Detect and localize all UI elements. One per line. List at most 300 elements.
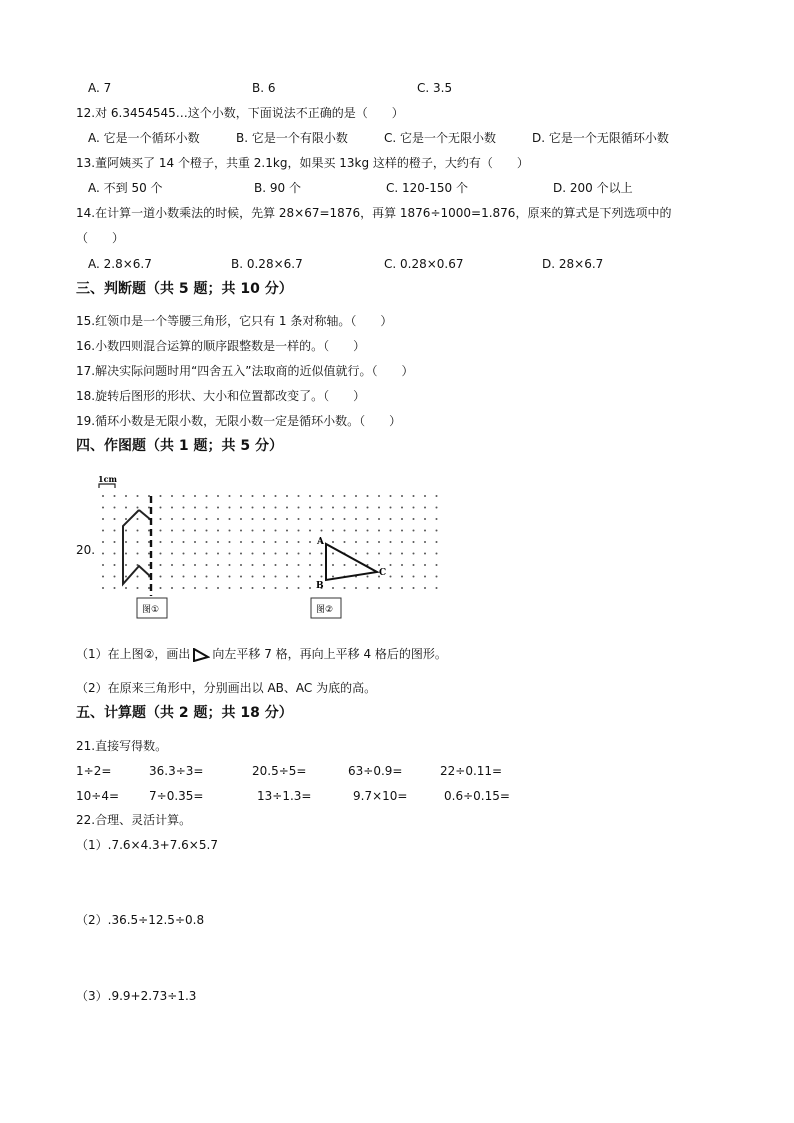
grid-dot [355,553,357,555]
q20-sub1-after: 向左平移 7 格，再向上平移 4 格后的图形。 [212,647,447,661]
grid-dot [102,495,104,497]
point-b-label: B [316,581,324,591]
q14-option-b: B. 0.28×6.7 [231,257,303,271]
grid-dot [378,553,380,555]
grid-dot [148,495,150,497]
grid-dot [344,530,346,532]
grid-dot [424,518,426,520]
calc-r2-c2: 7÷0.35= [149,789,204,803]
q20-sub2: （2）在原来三角形中，分别画出以 AB、AC 为底的高。 [76,681,377,695]
grid-dot [137,541,139,543]
grid-dot [240,553,242,555]
grid-dot [286,495,288,497]
grid-dot [148,507,150,509]
grid-dot [275,495,277,497]
grid-dot [240,507,242,509]
grid-dot [355,587,357,589]
grid-dot [114,530,116,532]
grid-dot [229,518,231,520]
grid-dot [298,530,300,532]
grid-dot [148,541,150,543]
grid-dot [148,553,150,555]
grid-dot [217,576,219,578]
grid-dot [390,518,392,520]
grid-dot [252,576,254,578]
grid-dot [194,553,196,555]
figure1-label: 图① [142,605,160,615]
grid-dot [229,507,231,509]
grid-dot [171,576,173,578]
grid-dot [286,587,288,589]
grid-dot [378,541,380,543]
q22-sub3: （3）.9.9+2.73÷1.3 [76,989,197,1003]
grid-dot [401,541,403,543]
grid-dot [367,576,369,578]
section4-title: 四、作图题（共 1 题；共 5 分） [76,438,283,454]
grid-dot [263,530,265,532]
grid-dot [309,576,311,578]
scale-bracket [99,484,115,488]
grid-dot [298,576,300,578]
grid-dot [309,518,311,520]
q13-option-a: A. 不到 50 个 [88,181,163,195]
grid-dot [321,564,323,566]
grid-dot [401,576,403,578]
grid-dot [436,587,438,589]
grid-dot [206,564,208,566]
grid-dot [160,553,162,555]
grid-dot [148,564,150,566]
calc-r2-c5: 0.6÷0.15= [444,789,510,803]
grid-dot [171,530,173,532]
grid-dot [160,518,162,520]
grid-dot [148,530,150,532]
grid-dot [401,530,403,532]
q14-blank: （ ） [76,231,125,245]
grid-dot [275,541,277,543]
grid-dot [401,518,403,520]
grid-dot [390,564,392,566]
grid-dot [332,576,334,578]
grid-dot [436,507,438,509]
grid-dot [436,576,438,578]
q12-option-d: D. 它是一个无限循环小数 [532,131,669,145]
grid-dot [160,564,162,566]
grid-dot [160,507,162,509]
grid-dot [137,530,139,532]
grid-dot [183,518,185,520]
grid-dot [263,576,265,578]
grid-dot [355,564,357,566]
grid-dot [114,576,116,578]
grid-dot [229,530,231,532]
grid-dot [286,518,288,520]
calc-r2-c1: 10÷4= [76,789,120,803]
grid-dot [240,530,242,532]
calc-r1-c4: 63÷0.9= [348,764,403,778]
grid-dot [275,576,277,578]
grid-dot [229,541,231,543]
q20-sub1-before: （1）在上图②，画出 [76,647,191,661]
grid-dot [194,507,196,509]
q17-item: 17.解决实际问题时用“四舍五入”法取商的近似值就行。（ ） [76,364,414,378]
grid-dot [102,587,104,589]
grid-dot [252,564,254,566]
grid-dot [183,553,185,555]
grid-dot [436,530,438,532]
grid-dot [275,507,277,509]
grid-dot [137,495,139,497]
grid-dot [217,553,219,555]
grid-dot [378,518,380,520]
grid-dot [378,530,380,532]
grid-dot [125,587,127,589]
q16-item: 16.小数四则混合运算的顺序跟整数是一样的。（ ） [76,339,366,353]
grid-dot [378,587,380,589]
figure1-shape [123,510,151,584]
grid-dot [194,495,196,497]
grid-dot [194,518,196,520]
grid-dot [309,541,311,543]
grid-dot [298,564,300,566]
grid-dot [390,553,392,555]
grid-dot [367,553,369,555]
grid-dot [390,541,392,543]
grid-dot [252,587,254,589]
grid-dot [424,507,426,509]
grid-dot [217,495,219,497]
grid-dot [206,553,208,555]
grid-dot [263,564,265,566]
grid-dot [171,564,173,566]
grid-dot [286,553,288,555]
grid-dot [125,530,127,532]
grid-dot [183,541,185,543]
grid-dot [401,495,403,497]
grid-dot [321,518,323,520]
grid-dot [194,564,196,566]
grid-dot [424,587,426,589]
grid-dot [137,518,139,520]
grid-dot [206,576,208,578]
grid-dot [125,564,127,566]
grid-dot [160,541,162,543]
scale-label: 1cm [98,474,117,484]
grid-dot [355,541,357,543]
q11-option-a: A. 7 [88,81,112,95]
grid-dot [390,576,392,578]
grid-dot [298,518,300,520]
q13-stem: 13.董阿姨买了 14 个橙子，共重 2.1kg，如果买 13kg 这样的橙子，大约有（ ） [76,156,529,170]
grid-dot [344,564,346,566]
grid-dot [148,587,150,589]
grid-dot [355,507,357,509]
grid-dot [206,541,208,543]
grid-dot [275,587,277,589]
grid-dot [275,530,277,532]
grid-dot [171,495,173,497]
grid-dot [344,507,346,509]
grid-dot [413,530,415,532]
grid-dot [413,495,415,497]
grid-dot [436,564,438,566]
grid-dot [436,518,438,520]
grid-dot [367,541,369,543]
calc-r1-c1: 1÷2= [76,764,112,778]
grid-dot [229,564,231,566]
grid-dot [114,587,116,589]
grid-dot [240,576,242,578]
grid-dot [183,564,185,566]
calc-r2-c4: 9.7×10= [353,789,408,803]
grid-dot [390,530,392,532]
grid-dot [332,553,334,555]
grid-dot [229,553,231,555]
grid-dot [390,507,392,509]
grid-dot [298,587,300,589]
grid-dot [401,553,403,555]
grid-dot [263,518,265,520]
grid-dot [344,518,346,520]
grid-dot [424,495,426,497]
grid-dot [413,553,415,555]
grid-dot [413,587,415,589]
q22-sub1: （1）.7.6×4.3+7.6×5.7 [76,838,218,852]
grid-dot [171,553,173,555]
grid-dot [298,541,300,543]
grid-dot [286,576,288,578]
grid-dot [114,518,116,520]
grid-dot [413,576,415,578]
grid-dot [125,518,127,520]
grid-dot [390,495,392,497]
grid-dot [217,541,219,543]
grid-dot [309,587,311,589]
grid-dot [424,576,426,578]
grid-dot [275,518,277,520]
grid-dot [217,518,219,520]
q20-sub1 [76,646,447,662]
grid-dot [367,530,369,532]
grid-dot [321,495,323,497]
grid-dot [160,587,162,589]
figure1-edge [139,510,151,520]
grid-dot [240,564,242,566]
grid-dot [240,541,242,543]
section3-title: 三、判断题（共 5 题；共 10 分） [76,281,293,297]
grid-dot [286,530,288,532]
grid-dot [183,530,185,532]
grid-dot [332,495,334,497]
grid-dot [206,495,208,497]
grid-dot [160,576,162,578]
grid-dot [171,518,173,520]
grid-dot [252,495,254,497]
grid-dot [137,587,139,589]
grid-dot [424,564,426,566]
grid-dot [286,564,288,566]
dot-grid-diagram [95,474,445,622]
calc-r1-c5: 22÷0.11= [440,764,503,778]
grid-dot [183,587,185,589]
grid-dot [217,507,219,509]
grid-dot [263,495,265,497]
grid-dot [206,507,208,509]
grid-dot [344,495,346,497]
grid-dot [309,495,311,497]
q11-option-b: B. 6 [252,81,276,95]
grid-dot [240,587,242,589]
grid-dot [275,553,277,555]
grid-dot [102,541,104,543]
grid-dot [413,507,415,509]
grid-dot [321,553,323,555]
grid-dot [367,518,369,520]
grid-dot [183,495,185,497]
grid-dot [309,507,311,509]
grid-dot [367,587,369,589]
grid-dot [332,564,334,566]
grid-dot [332,518,334,520]
grid-dot [413,564,415,566]
grid-dot [114,564,116,566]
grid-dot [401,587,403,589]
grid-dot [102,530,104,532]
q13-option-c: C. 120-150 个 [386,181,468,195]
grid-dot [378,507,380,509]
grid-dot [344,587,346,589]
triangle-icon [192,648,210,662]
calc-r1-c3: 20.5÷5= [252,764,307,778]
grid-dot [229,587,231,589]
grid-dot [378,495,380,497]
grid-dot [286,507,288,509]
q14-stem: 14.在计算一道小数乘法的时候，先算 28×67=1876，再算 1876÷1000=1.876，原来的算式是下列选项中的 [76,206,672,220]
grid-dot [252,553,254,555]
grid-dot [413,518,415,520]
grid-dot [217,530,219,532]
grid-dot [137,576,139,578]
grid-dot [160,530,162,532]
grid-dot [309,530,311,532]
grid-dot [367,507,369,509]
grid-dot [125,576,127,578]
grid-dot [102,576,104,578]
grid-dot [298,553,300,555]
q19-item: 19.循环小数是无限小数，无限小数一定是循环小数。（ ） [76,414,402,428]
q12-option-b: B. 它是一个有限小数 [236,131,348,145]
grid-dot [206,587,208,589]
grid-dot [206,530,208,532]
grid-dot [401,564,403,566]
grid-dot [206,518,208,520]
grid-dot [194,576,196,578]
q13-option-d: D. 200 个以上 [553,181,633,195]
grid-dot [102,553,104,555]
grid-dot [344,541,346,543]
section5-title: 五、计算题（共 2 题；共 18 分） [76,705,293,721]
grid-dot [309,564,311,566]
grid-dot [367,495,369,497]
grid-dot [217,564,219,566]
grid-dot [229,576,231,578]
grid-dot [183,507,185,509]
grid-dot [137,507,139,509]
grid-dot [332,587,334,589]
grid-dot [240,518,242,520]
grid-dot [436,541,438,543]
grid-dot [217,587,219,589]
grid-dot [401,507,403,509]
grid-dot [125,541,127,543]
grid-dot [321,530,323,532]
grid-dot [240,495,242,497]
grid-dot [355,530,357,532]
grid-dot [390,587,392,589]
q18-item: 18.旋转后图形的形状、大小和位置都改变了。（ ） [76,389,366,403]
grid-dot [114,553,116,555]
q14-option-a: A. 2.8×6.7 [88,257,152,271]
grid-dot [298,495,300,497]
grid-dot [194,587,196,589]
q12-option-a: A. 它是一个循环小数 [88,131,200,145]
grid-dot [160,495,162,497]
grid-dot [263,553,265,555]
grid-dot [137,553,139,555]
grid-dot [114,507,116,509]
grid-dot [102,564,104,566]
grid-dot [413,541,415,543]
grid-dot [252,530,254,532]
q12-option-c: C. 它是一个无限小数 [384,131,497,145]
calc-r2-c3: 13÷1.3= [257,789,312,803]
figure2-label: 图② [316,605,334,615]
grid-dot [298,507,300,509]
grid-dot [332,507,334,509]
q21-stem: 21.直接写得数。 [76,739,168,753]
grid-dot [252,541,254,543]
grid-dot [102,507,104,509]
q22-stem: 22.合理、灵活计算。 [76,813,192,827]
grid-dot [263,541,265,543]
grid-dot [309,553,311,555]
grid-dot [355,495,357,497]
grid-dot [436,553,438,555]
q11-option-c: C. 3.5 [417,81,453,95]
grid-dot [171,507,173,509]
grid-dot [263,587,265,589]
grid-dot [378,564,380,566]
grid-dot [229,495,231,497]
grid-dot [355,518,357,520]
grid-dot [286,541,288,543]
point-c-label: C [379,568,387,578]
q13-option-b: B. 90 个 [254,181,301,195]
grid-dot [125,495,127,497]
triangle-abc [326,544,377,580]
grid-dot [436,495,438,497]
grid-dot [252,518,254,520]
point-a-label: A [317,537,324,547]
q15-item: 15.红领巾是一个等腰三角形，它只有 1 条对称轴。（ ） [76,314,393,328]
q20-number: 20. [76,543,96,557]
grid-dot [332,530,334,532]
grid-dot [183,576,185,578]
grid-dot [332,541,334,543]
grid-dot [424,541,426,543]
grid-dot [102,518,104,520]
grid-dot [321,507,323,509]
